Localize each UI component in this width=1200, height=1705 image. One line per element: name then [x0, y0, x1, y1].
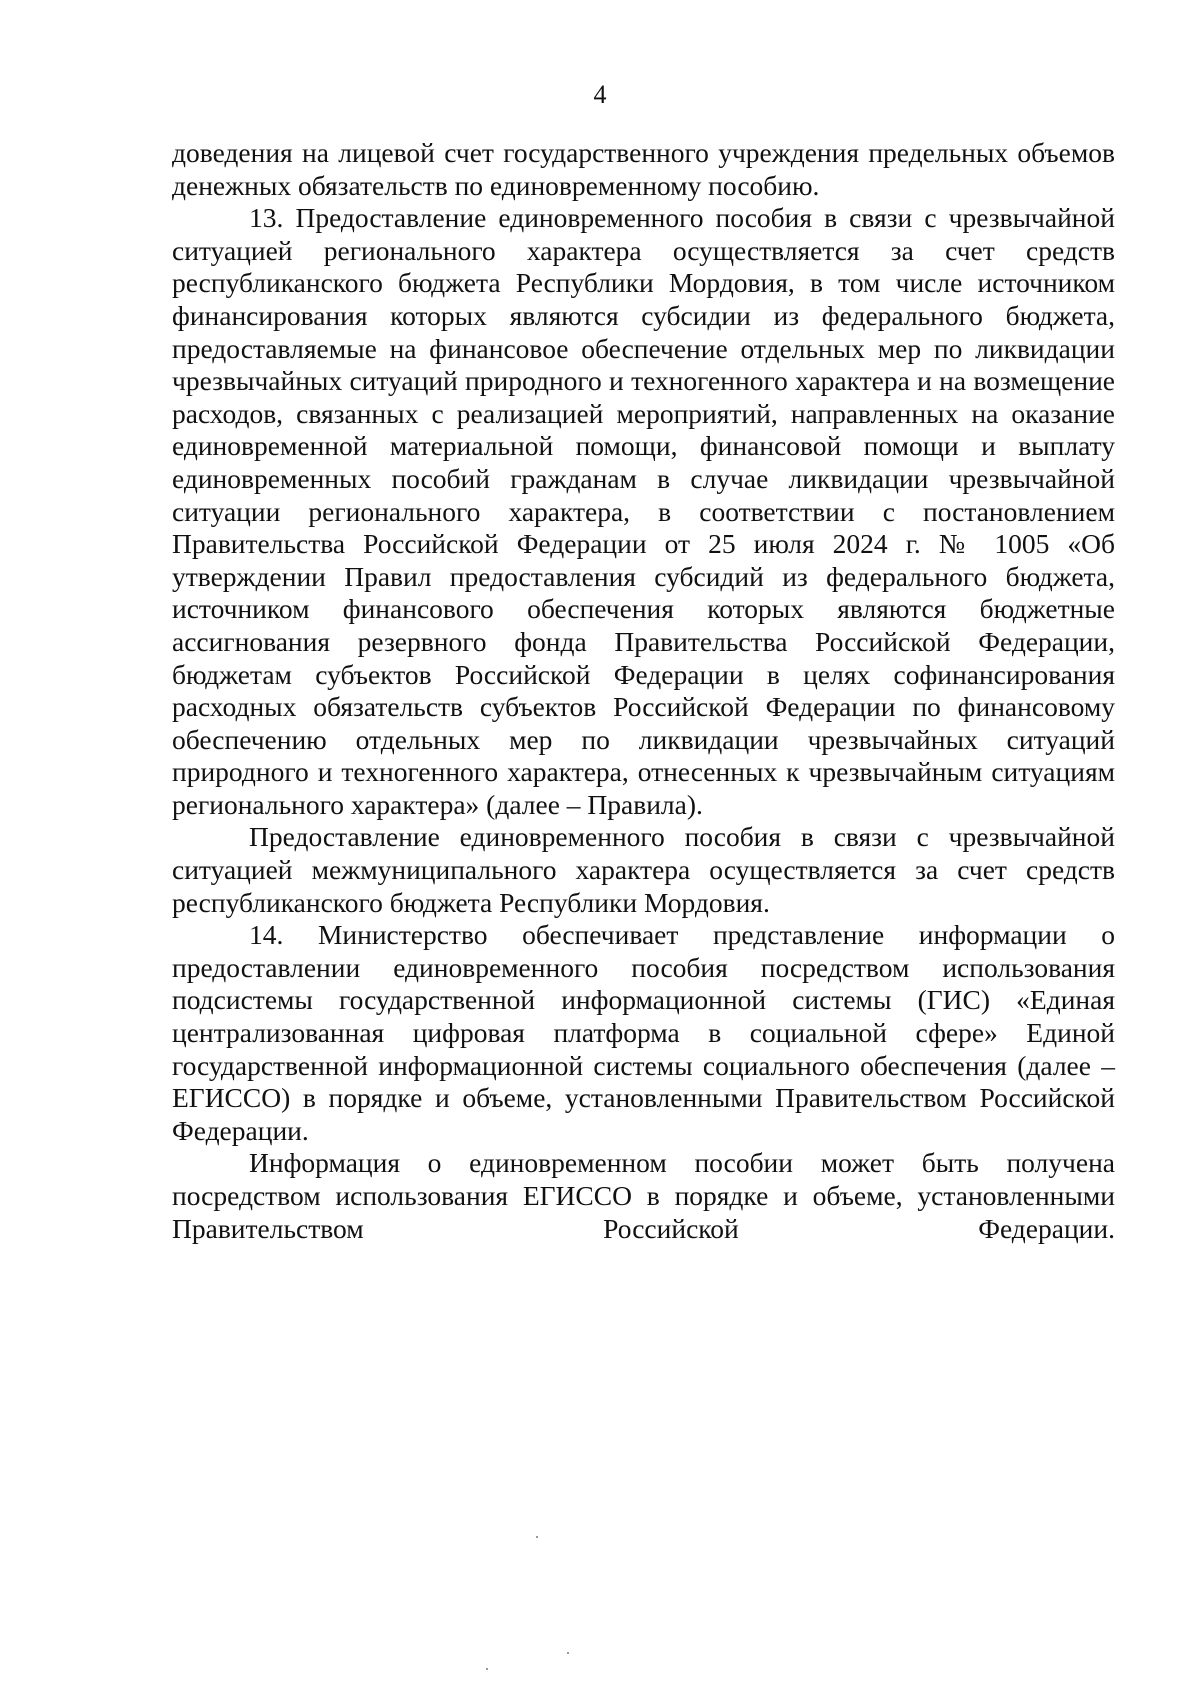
scan-speck [536, 1536, 538, 1538]
scan-speck [486, 1668, 488, 1670]
paragraph-intermunicipal: Предоставление единовременного пособия в связи с чрезвычайной ситуацией межмуниципального характера осуществляется за счет средств республиканского бюджета Республики Мордовия. [172, 821, 1115, 918]
paragraph-continuation: доведения на лицевой счет государственного учреждения предельных объемов денежных обязательств по единовременному пособию. [172, 137, 1115, 201]
scan-speck [567, 1652, 569, 1654]
paragraph-item-14: 14. Министерство обеспечивает представление информации о предоставлении единовременного пособия посредством использования подсистемы государственной информационной системы (ГИС) «Единая централизованная цифровая платформа в социальной сфере» Единой государственной информационной системы социального обеспечения (далее – ЕГИССО) в порядке и объеме, установленными Правительством Российской Федерации. [172, 919, 1115, 1146]
paragraph-item-13: 13. Предоставление единовременного пособия в связи с чрезвычайной ситуацией регионального характера осуществляется за счет средств республиканского бюджета Республики Мордовия, в том числе источником финансирования которых являются субсидии из федерального бюджета, предоставляемые на финансовое обеспечение отдельных мер по ликвидации чрезвычайных ситуаций природного и техногенного характера и на возмещение расходов, связанных с реализацией мероприятий, направленных на оказание единовременной материальной помощи, финансовой помощи и выплату единовременных пособий гражданам в случае ликвидации чрезвычайной ситуации регионального характера, в соответствии с постановлением Правительства Российской Федерации от 25 июля 2024 г. № 1005 «Об утверждении Правил предоставления субсидий из федерального бюджета, источником финансового обеспечения которых являются бюджетные ассигнования резервного фонда Правительства Российской Федерации, бюджетам субъектов Российской Федерации в целях софинансирования расходных обязательств субъектов Российской Федерации по финансовому обеспечению отдельных мер по ликвидации чрезвычайных ситуаций природного и техногенного характера, отнесенных к чрезвычайным ситуациям регионального характера» (далее – Правила). [172, 202, 1115, 820]
paragraph-egisso-info: Информация о единовременном пособии может быть получена посредством использования ЕГИССО в порядке и объеме, установленными Правительством Российской Федерации. [172, 1147, 1115, 1244]
page-number: 4 [593, 80, 607, 109]
document-body [172, 137, 1115, 1245]
